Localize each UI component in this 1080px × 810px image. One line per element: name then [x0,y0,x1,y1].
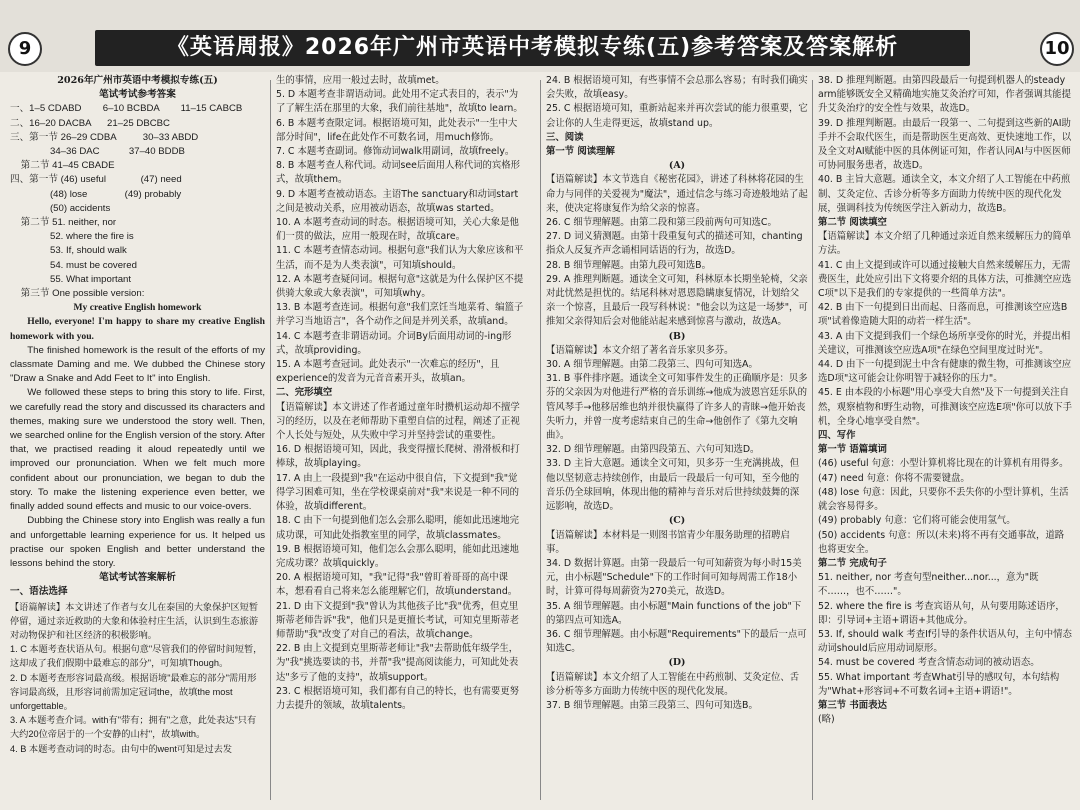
explanation-item: 53. If, should walk 考查If引导的条件状语从句，主句中情态动词should后应用动词原形。 [818,628,1072,655]
explanation-item: 19. B 根据语境可知，他们怎么会那么聪明，能如此迅速地完成功课？故填quickly。 [276,543,519,569]
explanation-item: 42. B 由下一句提到日出而起、日落而息，可推测该空应选B项"试着像造随大阳的动若一样生活"。 [818,302,1068,328]
explanation-item: 2. D 本题考查形容词最高级。根据语境"最难忘的部分"需用形容词最高级，且形容词前需加定冠词the，故填the most unforgettable。 [10,672,257,711]
explanation-item: 52. where the fire is 考查宾语从句，从句要用陈述语序，即：引导词+主语+谓语+其他成分。 [818,600,1065,626]
subsection-heading: 第一节 阅读理解 [546,146,615,158]
answer-line: 四、第一节 (46) useful (47) need [10,174,182,186]
explanation-item: 11. C 本题考查情态动词。根据句意"我们认为大象应该和平生活，而不是为人类表演"，可知填should。 [276,245,524,271]
explanation-item: 38. D 推理判断题。由第四段最后一句提到机器人的steady arm能够既安全又精确地实施艾灸治疗可知，作者强调其能提升艾灸治疗的安全性与效果，故选D。 [818,75,1071,115]
column-4 [818,74,1072,804]
explanation-item: 31. B 事件排序题。通读全文可知事件发生的正确顺序是：贝多芬的父亲因为对他进行严格的音乐训练→他成为波恩宫廷乐队的管风琴手→他移居维也纳并很快赢得了许多人的青睐→他开始丧失听力，并曾一度考虑结束自己的生命→他创作了《第九交响曲》。 [546,373,808,442]
explanation-item: 32. D 细节理解题。由第四段第五、六句可知选D。 [546,444,760,456]
answer-line: 第二节 41–45 CBADE [10,160,115,172]
answer-line: 三、第一节 26–29 CDBA 30–33 ABDD [10,131,199,143]
answer-line: 54. must be covered [10,259,137,271]
page-title: 《英语周报》2026年广州市英语中考模拟专练(五)参考答案及答案解析 [166,35,899,60]
explanation-item: 51. neither, nor 考查句型neither...nor...，意为"既不……，也不……"。 [818,572,1039,598]
explanation-item: 22. B 由上文提到克里斯蒂老师让"我"去帮助低年级学生，为"我"挑选要读的书，并帮"我"提高阅读能力，可知此处表达"多亏了他的支持"，故填support。 [276,643,519,683]
explanation-item: (47) need 句意：你将不需要键盘。 [818,472,970,484]
explanation-item: 45. E 由本段的小标题"用心享受大自然"及下一句提到关注自然，观察植物和野生动物，可推测该空应选E项"你可以放下手机，全身心地享受自然"。 [818,387,1072,427]
section-heading: 四、写作 [818,430,856,442]
answers-subtitle: 笔试考试参考答案 [99,89,176,101]
explanation-item: 17. A 由上一段提到"我"在运动中很自信，下文提到"我"觉得学习困难可知，坐在学校课桌前对"我"来说是一种不同的体验，故填different。 [276,472,520,513]
answer-line: (48) lose (49) probably [10,188,182,200]
explanation-item: 34. D 数据计算题。由第一段最后一句可知薪资为每小时15美元，由小标题"Schedule"下的工作时间可知每周需工作18小时，计算可得每周薪资为270美元，故选D。 [546,557,802,598]
section-heading: 二、完形填空 [276,387,333,399]
essay-paragraph: Hello, everyone! I'm happy to share my creative English homework with you. [10,316,265,342]
passage-summary: 【语篇解读】本文介绍了人工智能在中药煎制、艾灸定位、舌诊分析等多方面助力传统中医的现代化发展。 [546,671,800,697]
essay-paragraph: The finished homework is the result of the efforts of my classmate Daming and me. We dubbed the Chinese story "Draw a Snake and Add Feet to It" into English. [10,344,265,385]
explanation-item: 28. B 细节理解题。由第九段可知选B。 [546,259,711,271]
passage-summary: 【语篇解读】本文讲述了作者通过童年时攒机运动却不擅学习的经历，以及在老师帮助下重塑自信的过程，阐述了正视个人长处与短处，从失败中学习并坚持尝试的重要性。 [276,401,520,442]
explanation-item: 9. D 本题考查被动语态。主语The sanctuary和动词start之间是被动关系，应用被动语态，故填was started。 [276,188,519,214]
explanation-item: 3. A 本题考查介词。with有"带有；拥有"之意，此处表达"只有大约20位帝居于的一个安静的山村"，故填with。 [10,715,257,740]
subsection-heading: 第三节 书面表达 [818,699,887,711]
column-1 [10,74,265,804]
essay-paragraph: We followed these steps to bring this story to life. First, we carefully read the story and discussed its characters and themes, making sure we understood the story well. Then, we searched online for the English version of the story. After that, we practised reading it aloud repeatedly until we improved our pronunciation. When we felt much more confident about our pronunciation, we began to dub the story. To make the listening experience even better, we finally added sound effects and music to our voice-overs. [10,387,265,513]
explanation-item: 20. A 根据语境可知，"我"记得"我"曾盯着哥哥的高中课本，想看看自己将来怎么能理解它们，故填understand。 [276,572,518,598]
subsection-heading: 第二节 阅读填空 [818,217,887,229]
passage-label: (A) [668,160,686,172]
column-divider [812,80,813,800]
explanation-item: (46) useful 句意：小型计算机将比现在的计算机有用得多。 [818,458,1069,470]
explanation-item: 10. A 本题考查动词的时态。根据语境可知，关心大象是他们一贯的做法，应用一般现在时，故填care。 [276,217,519,243]
explanation-item: 30. A 细节理解题。由第二段第三、四句可知选A。 [546,359,758,371]
explanation-item: 41. C 由上文提到或许可以通过接触大自然来缓解压力，无需费医生，此处应引出下文将要介绍的具体方法，可推测空应选C项"以下是我们的专家提供的一些简单方法"。 [818,259,1072,300]
passage-label: (C) [668,515,686,527]
explanation-item: 35. A 细节理解题。由小标题"Main functions of the job"下的第四点可知选A。 [546,600,802,626]
essay-title: My creative English homework [73,302,202,314]
answer-line: 一、1–5 CDABD 6–10 BCBDA 11–15 CABCB [10,103,243,115]
left-page-number: 9 [8,32,42,66]
explanation-item: 26. C 细节理解题。由第二段和第三段前两句可知选C。 [546,217,777,229]
passage-summary: 【语篇解读】本文节选自《秘密花园》，讲述了科林将花园的生命力与同伴的关爱视为"魔法"，通过信念与练习奇迹般地站了起来，使决定将康复作为给父亲的惊喜。 [546,174,808,214]
answer-line: 52. where the fire is [10,231,134,243]
explanation-item: 1. C 本题考查状语从句。根据句意"尽管我们的停留时间短暂，这却成了我们假期中最难忘的部分"，可知填Though。 [10,644,263,669]
explanation-item: 54. must be covered 考查含情态动词的被动语态。 [818,657,1040,669]
answer-line: 第三节 One possible version: [10,288,145,300]
exam-title: 2026年广州市英语中考模拟专练(五) [57,75,218,86]
explanation-item: (49) probably 句意：它们将可能会使用氢气。 [818,515,1016,527]
section-heading: 三、阅读 [546,131,584,143]
passage-summary: 【语篇解读】本文介绍了几种通过亲近自然来缓解压力的简单方法。 [818,231,1072,257]
explanation-item: 37. B 细节理解题。由第三段第三、四句可知选B。 [546,699,758,711]
explanation-item: 25. C 根据语境可知，重新站起来并再次尝试的能力很重要，它会让你的人生走得更远，故填stand up。 [546,103,808,129]
answer-line: 34–36 DAC 37–40 BDDB [10,146,185,158]
answer-line: 二、16–20 DACBA 21–25 DBCBC [10,117,170,129]
explanation-item: 8. B 本题考查人称代词。动词see后面用人称代词的宾格形式，故填them。 [276,160,521,186]
explanation-item: 5. D 本题考查非谓语动词。此处用不定式表目的，表示"为了了解生活在那里的大象，我们前往基地"，故填to learn。 [276,89,523,115]
explanation-item: 39. D 推理判断题。由最后一段第一、二句提到这些新的AI助手并不会取代医生，而是帮助医生更高效、更快速地工作，以及全文对AI赋能中医的具体例证可知，作者认同AI与中医医师可协同服务患者，故选D。 [818,117,1072,172]
subsection-heading: 第一节 语篇填词 [818,444,887,456]
explanation-item: 40. B 主旨大意题。通读全文，本文介绍了人工智能在中药煎制、艾灸定位、舌诊分析等多方面助力传统中医的现代化发展，强调科技为传统医学注入新动力，故选B。 [818,174,1071,214]
explanation-item: 21. D 由下文提到"我"曾认为其他孩子比"我"优秀，但克里斯蒂老师告诉"我"，他们只是更擅长考试，可知克里斯蒂老师帮助"我"改变了对自己的看法，故填change。 [276,600,520,640]
subsection-heading: 第二节 完成句子 [818,557,887,569]
passage-summary: 【语篇解读】本文讲述了作者与女儿在泰国的大象保护区短暂停留，通过亲近救助的大象和体验村庄生活，认识到生态旅游对动物保护和社区经济的积极影响。 [10,601,259,640]
explanation-item: 55. What important 考查What引导的感叹句，本句结构为"What+形容词+不可数名词+主语+谓语!"。 [818,671,1060,697]
explanation-item: 43. A 由下文提到我们一个绿色场所享受你的时光，并提出相关建议，可推测该空应选A项"在绿色空间里度过时光"。 [818,330,1071,356]
explanation-item: 14. C 本题考查非谓语动词。介词By后面用动词的-ing形式，故填providing。 [276,330,512,356]
analysis-title: 笔试考试答案解析 [99,572,176,584]
answer-line: 第二节 51. neither, nor [10,217,117,229]
explanation-item: 13. B 本题考查连词。根据句意"我们烹饪当地菜肴、编篮子并学习当地语言"，各个动作之间是并列关系，故填and。 [276,302,524,328]
explanation-item: 16. D 根据语境可知，因此，我变得擅长爬树、滑滑板和打棒球，故填playing。 [276,444,520,470]
page-header [0,0,1080,72]
column-divider [540,80,541,800]
explanation-item: 6. B 本题考查限定词。根据语境可知，此处表示"一生中大部分时间"，life在此处作不可数名词，用much修饰。 [276,117,518,143]
passage-summary: 【语篇解读】本文介绍了著名音乐家贝多芬。 [546,344,734,356]
explanation-item: 27. D 词义猜测题。由第十段重复句式的描述可知，chanting指众人反复齐声念诵相同话语的行为，故选D。 [546,231,803,257]
explanation-item: (48) lose 句意：因此，只要你不丢失你的小型计算机，生活就会容易得多。 [818,486,1069,513]
explanation-item: 生的事情，应用一般过去时，故填met。 [276,75,445,86]
explanation-item: 33. D 主旨大意题。通读全文可知，贝多芬一生充满挑战，但他以坚韧意志持续创作，由最后一段最后一句可知，至今他的音乐仍全球回响，体现出他的精神与音乐对后世持续鼓舞的深远影响，故选D。 [546,458,800,513]
explanation-item: 12. A 本题考查疑问词。根据句意"这就是为什么保护区不提供骑大象或大象表演"，可知填why。 [276,273,524,300]
answer-key [10,102,265,301]
answer-line: 55. What important [10,273,132,285]
passage-summary: 【语篇解读】本材料是一则图书馆青少年服务助理的招聘启事。 [546,529,790,555]
explanation-item: 29. A 推理判断题。通读全文可知，科林原本长期坐轮椅，父亲对此忧然是担忧的。结尾科林对恩恩隐瞒康复情况，计划给父亲一个惊喜，且最后一段写科林说："他会以为这是一场梦"，可推知父亲得知后会对他能站起来感到惊喜与激动，故选A。 [546,273,808,328]
explanation-item: 4. B 本题考查动词的时态。由句中的went可知是过去发 [10,743,233,754]
explanation-item: 18. C 由下一句提到他们怎么会那么聪明，能如此迅速地完成功课，可知此处指教室里的同学，故填classmates。 [276,515,520,541]
answer-line: (50) accidents [10,202,111,214]
passage-label: (D) [668,657,686,669]
explanation-item: 23. C 根据语境可知，我们都有自己的特长，也有需要更努力去提升的领域，故填talents。 [276,685,520,711]
explanation-item: (50) accidents 句意：所以(未来)将不再有交通事故，道路也将更安全。 [818,529,1065,555]
passage-label: (B) [668,330,686,342]
explanation-item: 44. D 由下一句提到泥土中含有健康的微生物，可推测该空应选D项"这可能会让你明智于减轻你的压力"。 [818,359,1072,385]
answer-line: 53. If, should walk [10,245,127,257]
writing-note: (略) [818,714,835,726]
explanation-item: 15. A 本题考查冠词。此处表示"一次难忘的经历"，且experience的发音为元音音素开头，故填an。 [276,359,500,385]
column-3 [546,74,808,804]
explanation-item: 36. C 细节理解题。由小标题"Requirements"下的最后一点可知选C。 [546,628,807,655]
section-heading: 一、语法选择 [10,586,68,598]
explanation-item: 24. B 根据语境可知，有些事情不会总那么容易；有时我们确实会失败，故填easy。 [546,75,808,101]
column-2 [276,74,526,804]
essay-paragraph: Dubbing the Chinese story into English was really a fun and unforgettable learning experience for us. It helped us practise our spoken English and better understand the lessons behind the story. [10,515,265,569]
explanation-item: 7. C 本题考查副词。修饰动词walk用副词，故填freely。 [276,146,515,158]
column-divider [270,80,271,800]
right-page-number: 10 [1040,32,1074,66]
